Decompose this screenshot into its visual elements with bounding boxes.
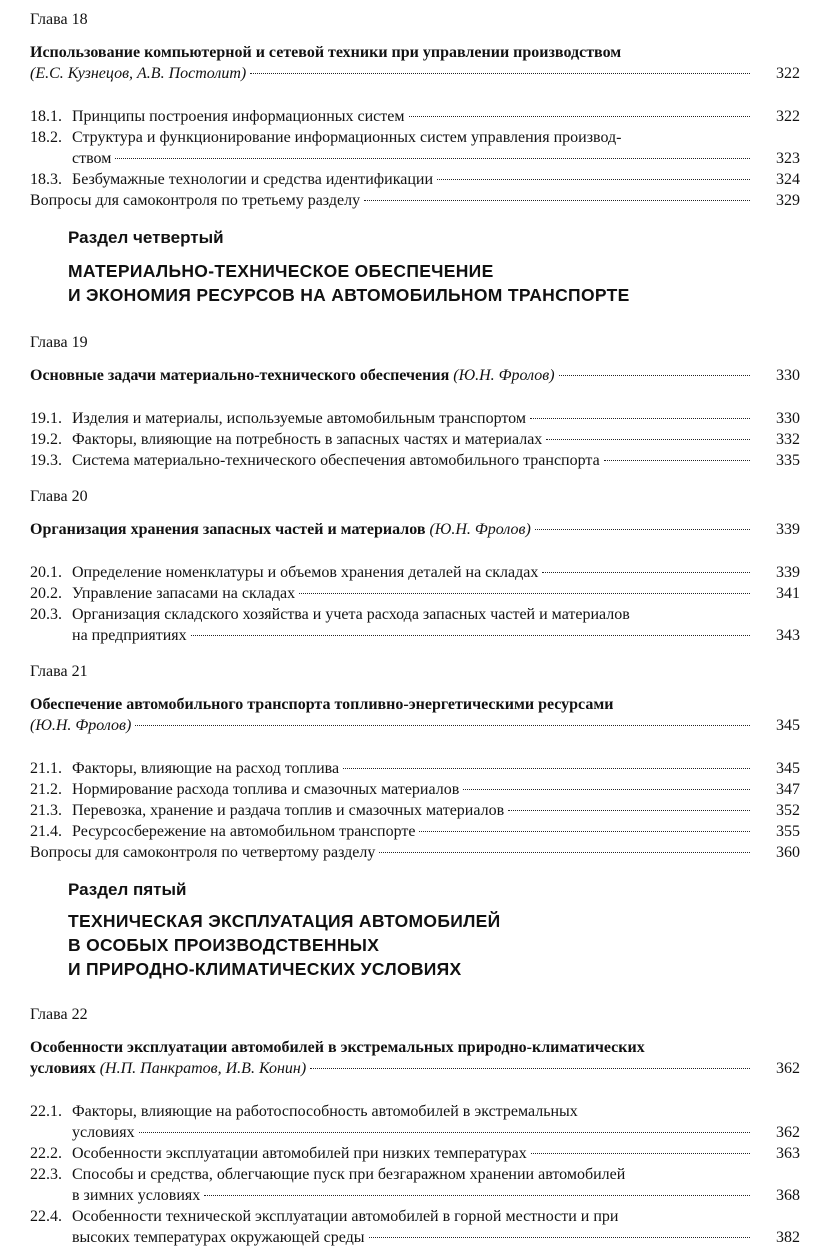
entry-number: 18.3. [30,171,62,188]
toc-entry [30,821,800,842]
chapter-title: Использование компьютерной и сетевой техники при управлении производством [30,44,622,61]
page-number: 322 [776,108,800,125]
chapter-authors: (Ю.Н. Фролов) [30,717,132,734]
chapter-authors: (Ю.Н. Фролов) [453,367,555,384]
leader-dots [530,418,750,419]
page-number: 352 [776,802,800,819]
entry-title: Факторы, влияющие на потребность в запасных частях и материалах [72,431,543,448]
section-heading [68,225,800,307]
questions-title: Вопросы для самоконтроля по четвертому разделу [30,844,376,861]
chapter-title-cont: условиях [30,1060,96,1077]
entry-number: 22.4. [30,1208,62,1225]
entry-title-cont: ством [72,150,112,167]
entry-title: Управление запасами на складах [72,585,296,602]
entry-number: 18.2. [30,129,62,146]
entry-title-cont: высоких температурах окружающей среды [72,1229,365,1246]
page-number: 363 [776,1145,800,1162]
toc-entry [30,604,800,625]
toc-entry [30,1143,800,1164]
toc-entry [30,408,800,429]
page-number: 368 [776,1187,800,1204]
toc-entry [30,169,800,190]
leader-dots [379,852,750,853]
entry-number: 21.4. [30,823,62,840]
chapter-title: Организация хранения запасных частей и материалов [30,521,426,538]
page-number: 343 [776,627,800,644]
entry-title: Особенности технической эксплуатации автомобилей в горной местности и при [72,1208,619,1225]
page-number: 362 [776,1060,800,1077]
chapter-title: Обеспечение автомобильного транспорта топливно-энергетическими ресурсами [30,696,614,713]
chapter-authors-line [30,63,800,84]
toc-entry [30,779,800,800]
section-title: В ОСОБЫХ ПРОИЗВОДСТВЕННЫХ [68,935,380,955]
toc-entry [30,583,800,604]
chapter-title-line [30,42,800,63]
toc-entry [30,758,800,779]
leader-dots [139,1132,750,1133]
section-label: Раздел четвертый [68,228,224,247]
entry-title: Факторы, влияющие на расход топлива [72,760,340,777]
entry-title: Особенности эксплуатации автомобилей при низких температурах [72,1145,527,1162]
entry-number: 21.3. [30,802,62,819]
chapter-title-line [30,365,800,386]
toc-entry-continuation [30,625,800,646]
page-number: 329 [776,192,800,209]
entry-title-cont: в зимних условиях [72,1187,201,1204]
toc-entry-continuation [30,148,800,169]
leader-dots [310,1068,750,1069]
chapter-title: Основные задачи материально-технического обеспечения [30,367,450,384]
page-number: 322 [776,65,800,82]
page-number: 345 [776,760,800,777]
toc-entry [30,800,800,821]
entry-number: 20.1. [30,564,62,581]
page-number: 324 [776,171,800,188]
entry-title: Система материально-технического обеспечения автомобильного транспорта [72,452,600,469]
leader-dots [115,158,750,159]
entry-number: 21.2. [30,781,62,798]
page-number: 382 [776,1229,800,1246]
leader-dots [299,593,750,594]
entry-title: Факторы, влияющие на работоспособность автомобилей в экстремальных [72,1103,578,1120]
toc-entry [30,1164,800,1185]
chapter-title: Особенности эксплуатации автомобилей в экстремальных природно-климатических [30,1039,645,1056]
page-number: 360 [776,844,800,861]
leader-dots [191,635,750,636]
leader-dots [546,439,750,440]
entry-title: Изделия и материалы, используемые автомобильным транспортом [72,410,526,427]
toc-entry-continuation [30,1122,800,1143]
page-number: 330 [776,367,800,384]
entry-title: Способы и средства, облегчающие пуск при безгаражном хранении автомобилей [72,1166,626,1183]
entry-title: Безбумажные технологии и средства идентификации [72,171,434,188]
page-number: 355 [776,823,800,840]
chapter-authors: (Н.П. Панкратов, И.В. Конин) [99,1060,307,1077]
chapter-label: Глава 22 [30,1006,88,1023]
page-number: 341 [776,585,800,602]
leader-dots [508,810,750,811]
page-number: 347 [776,781,800,798]
chapter-label: Глава 20 [30,488,88,505]
page-number: 332 [776,431,800,448]
chapter-authors: (Ю.Н. Фролов) [429,521,531,538]
entry-number: 18.1. [30,108,62,125]
leader-dots [531,1153,750,1154]
entry-number: 19.3. [30,452,62,469]
leader-dots [250,73,750,74]
leader-dots [409,116,751,117]
leader-dots [369,1237,750,1238]
toc-entry [30,106,800,127]
section-title: И ПРИРОДНО-КЛИМАТИЧЕСКИХ УСЛОВИЯХ [68,959,462,979]
page-number: 323 [776,150,800,167]
leader-dots [437,179,750,180]
page-number: 339 [776,521,800,538]
toc-entry [30,562,800,583]
leader-dots [604,460,750,461]
section-title: ТЕХНИЧЕСКАЯ ЭКСПЛУАТАЦИЯ АВТОМОБИЛЕЙ [68,911,501,931]
entry-title-cont: на предприятиях [72,627,187,644]
entry-number: 19.2. [30,431,62,448]
toc-entry-questions [30,190,800,211]
entry-title: Структура и функционирование информационных систем управления производ- [72,129,622,146]
page-number: 345 [776,717,800,734]
chapter-label: Глава 18 [30,11,88,28]
chapter-authors-line [30,1058,800,1079]
page-number: 339 [776,564,800,581]
entry-number: 22.1. [30,1103,62,1120]
toc-page [30,8,800,1248]
page-number: 330 [776,410,800,427]
leader-dots [559,375,750,376]
entry-title: Принципы построения информационных систем [72,108,405,125]
toc-entry [30,1206,800,1227]
entry-title: Определение номенклатуры и объемов хранения деталей на складах [72,564,539,581]
entry-number: 22.3. [30,1166,62,1183]
entry-number: 19.1. [30,410,62,427]
chapter-label: Глава 21 [30,663,88,680]
leader-dots [343,768,750,769]
leader-dots [542,572,750,573]
entry-title-cont: условиях [72,1124,135,1141]
entry-number: 20.2. [30,585,62,602]
toc-entry [30,127,800,148]
section-title: И ЭКОНОМИЯ РЕСУРСОВ НА АВТОМОБИЛЬНОМ ТРАНСПОРТЕ [68,285,630,305]
leader-dots [535,529,750,530]
entry-title: Перевозка, хранение и раздача топлив и смазочных материалов [72,802,505,819]
toc-entry [30,429,800,450]
leader-dots [419,831,750,832]
leader-dots [364,200,750,201]
chapter-title-line [30,1037,800,1058]
entry-number: 20.3. [30,606,62,623]
page-number: 362 [776,1124,800,1141]
entry-number: 22.2. [30,1145,62,1162]
questions-title: Вопросы для самоконтроля по третьему разделу [30,192,361,209]
leader-dots [463,789,750,790]
page-number: 335 [776,452,800,469]
entry-number: 21.1. [30,760,62,777]
chapter-title-line [30,519,800,540]
chapter-label: Глава 19 [30,334,88,351]
toc-entry-continuation [30,1185,800,1206]
section-label: Раздел пятый [68,880,187,899]
leader-dots [204,1195,750,1196]
entry-title: Организация складского хозяйства и учета расхода запасных частей и материалов [72,606,630,623]
chapter-authors-line [30,715,800,736]
section-title: МАТЕРИАЛЬНО-ТЕХНИЧЕСКОЕ ОБЕСПЕЧЕНИЕ [68,261,494,281]
chapter-authors: (Е.С. Кузнецов, А.В. Постолит) [30,65,247,82]
leader-dots [135,725,750,726]
toc-entry-continuation [30,1227,800,1248]
section-heading [68,877,800,981]
toc-entry-questions [30,842,800,863]
entry-title: Ресурсосбережение на автомобильном транспорте [72,823,416,840]
entry-title: Нормирование расхода топлива и смазочных материалов [72,781,460,798]
chapter-title-line [30,694,800,715]
toc-entry [30,450,800,471]
toc-entry [30,1101,800,1122]
